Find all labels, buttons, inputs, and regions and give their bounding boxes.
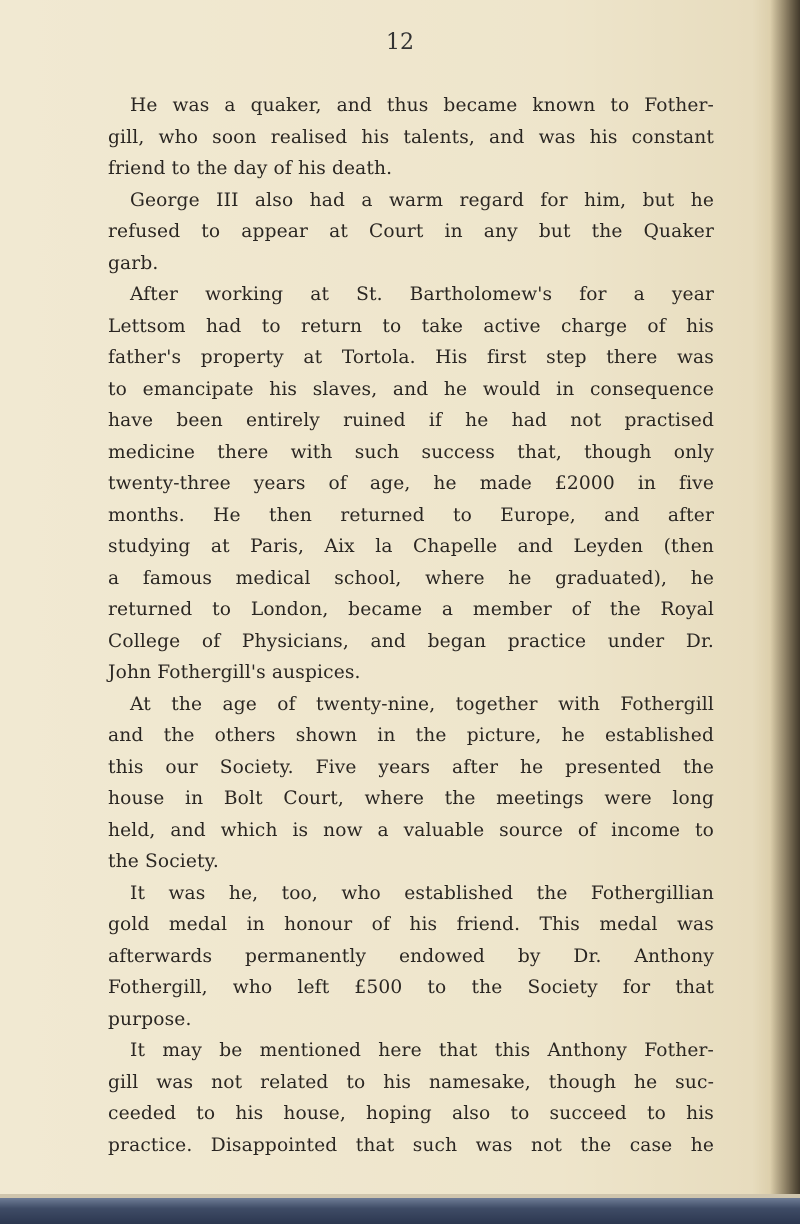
text-line: He was a quaker, and thus became known to Fother-	[130, 95, 714, 116]
text-line: this our Society. Five years after he presented the	[108, 756, 714, 778]
text-line: friend to the day of his death.	[108, 158, 393, 179]
text-line: garb.	[108, 252, 159, 274]
text-line: and the others shown in the picture, he established	[108, 725, 714, 746]
text-line: returned to London, became a member of the Royal	[108, 599, 714, 620]
text-line: John Fothergill's auspices.	[108, 662, 361, 683]
text-line: After working at St. Bartholomew's for a year	[130, 284, 714, 305]
text-line: the Society.	[108, 851, 219, 872]
text-line: George III also had a warm regard for him, but he	[130, 189, 714, 211]
page-binding-edge	[770, 0, 800, 1195]
text-line: refused to appear at Court in any but the Quaker	[108, 221, 714, 242]
text-line: Lettsom had to return to take active charge of his	[108, 315, 714, 337]
text-line: gill, who soon realised his talents, and was his constant	[108, 126, 714, 148]
page-number: 12	[386, 30, 414, 55]
text-line: medicine there with such success that, though only	[108, 441, 714, 463]
text-line: practice. Disappointed that such was not the case he	[108, 1134, 714, 1156]
text-line: twenty-three years of age, he made £2000 in five	[108, 473, 714, 494]
text-line: ceeded to his house, hoping also to succeed to his	[108, 1103, 714, 1124]
text-line: purpose.	[108, 1008, 192, 1030]
body-text	[108, 90, 714, 1161]
text-line: gill was not related to his namesake, though he suc-	[108, 1071, 714, 1093]
text-line: to emancipate his slaves, and he would in consequence	[108, 378, 714, 400]
text-line: It may be mentioned here that this Anthony Fother-	[130, 1040, 714, 1061]
text-line: At the age of twenty-nine, together with Fothergill	[130, 693, 714, 715]
scan-bottom-border	[0, 1198, 800, 1224]
text-line: father's property at Tortola. His first step there was	[108, 347, 714, 368]
text-line: studying at Paris, Aix la Chapelle and Leyden (then	[108, 536, 714, 557]
text-line: a famous medical school, where he graduated), he	[108, 567, 714, 589]
text-line: College of Physicians, and began practice under Dr.	[108, 630, 714, 652]
text-line: gold medal in honour of his friend. This medal was	[108, 914, 714, 935]
text-line: months. He then returned to Europe, and after	[108, 504, 714, 526]
text-line: house in Bolt Court, where the meetings were long	[108, 788, 714, 809]
text-line: It was he, too, who established the Fothergillian	[130, 882, 714, 904]
text-line: Fothergill, who left £500 to the Society for that	[108, 977, 714, 998]
text-line: held, and which is now a valuable source of income to	[108, 819, 714, 841]
text-line: afterwards permanently endowed by Dr. Anthony	[108, 945, 714, 967]
text-line: have been entirely ruined if he had not practised	[108, 410, 714, 431]
